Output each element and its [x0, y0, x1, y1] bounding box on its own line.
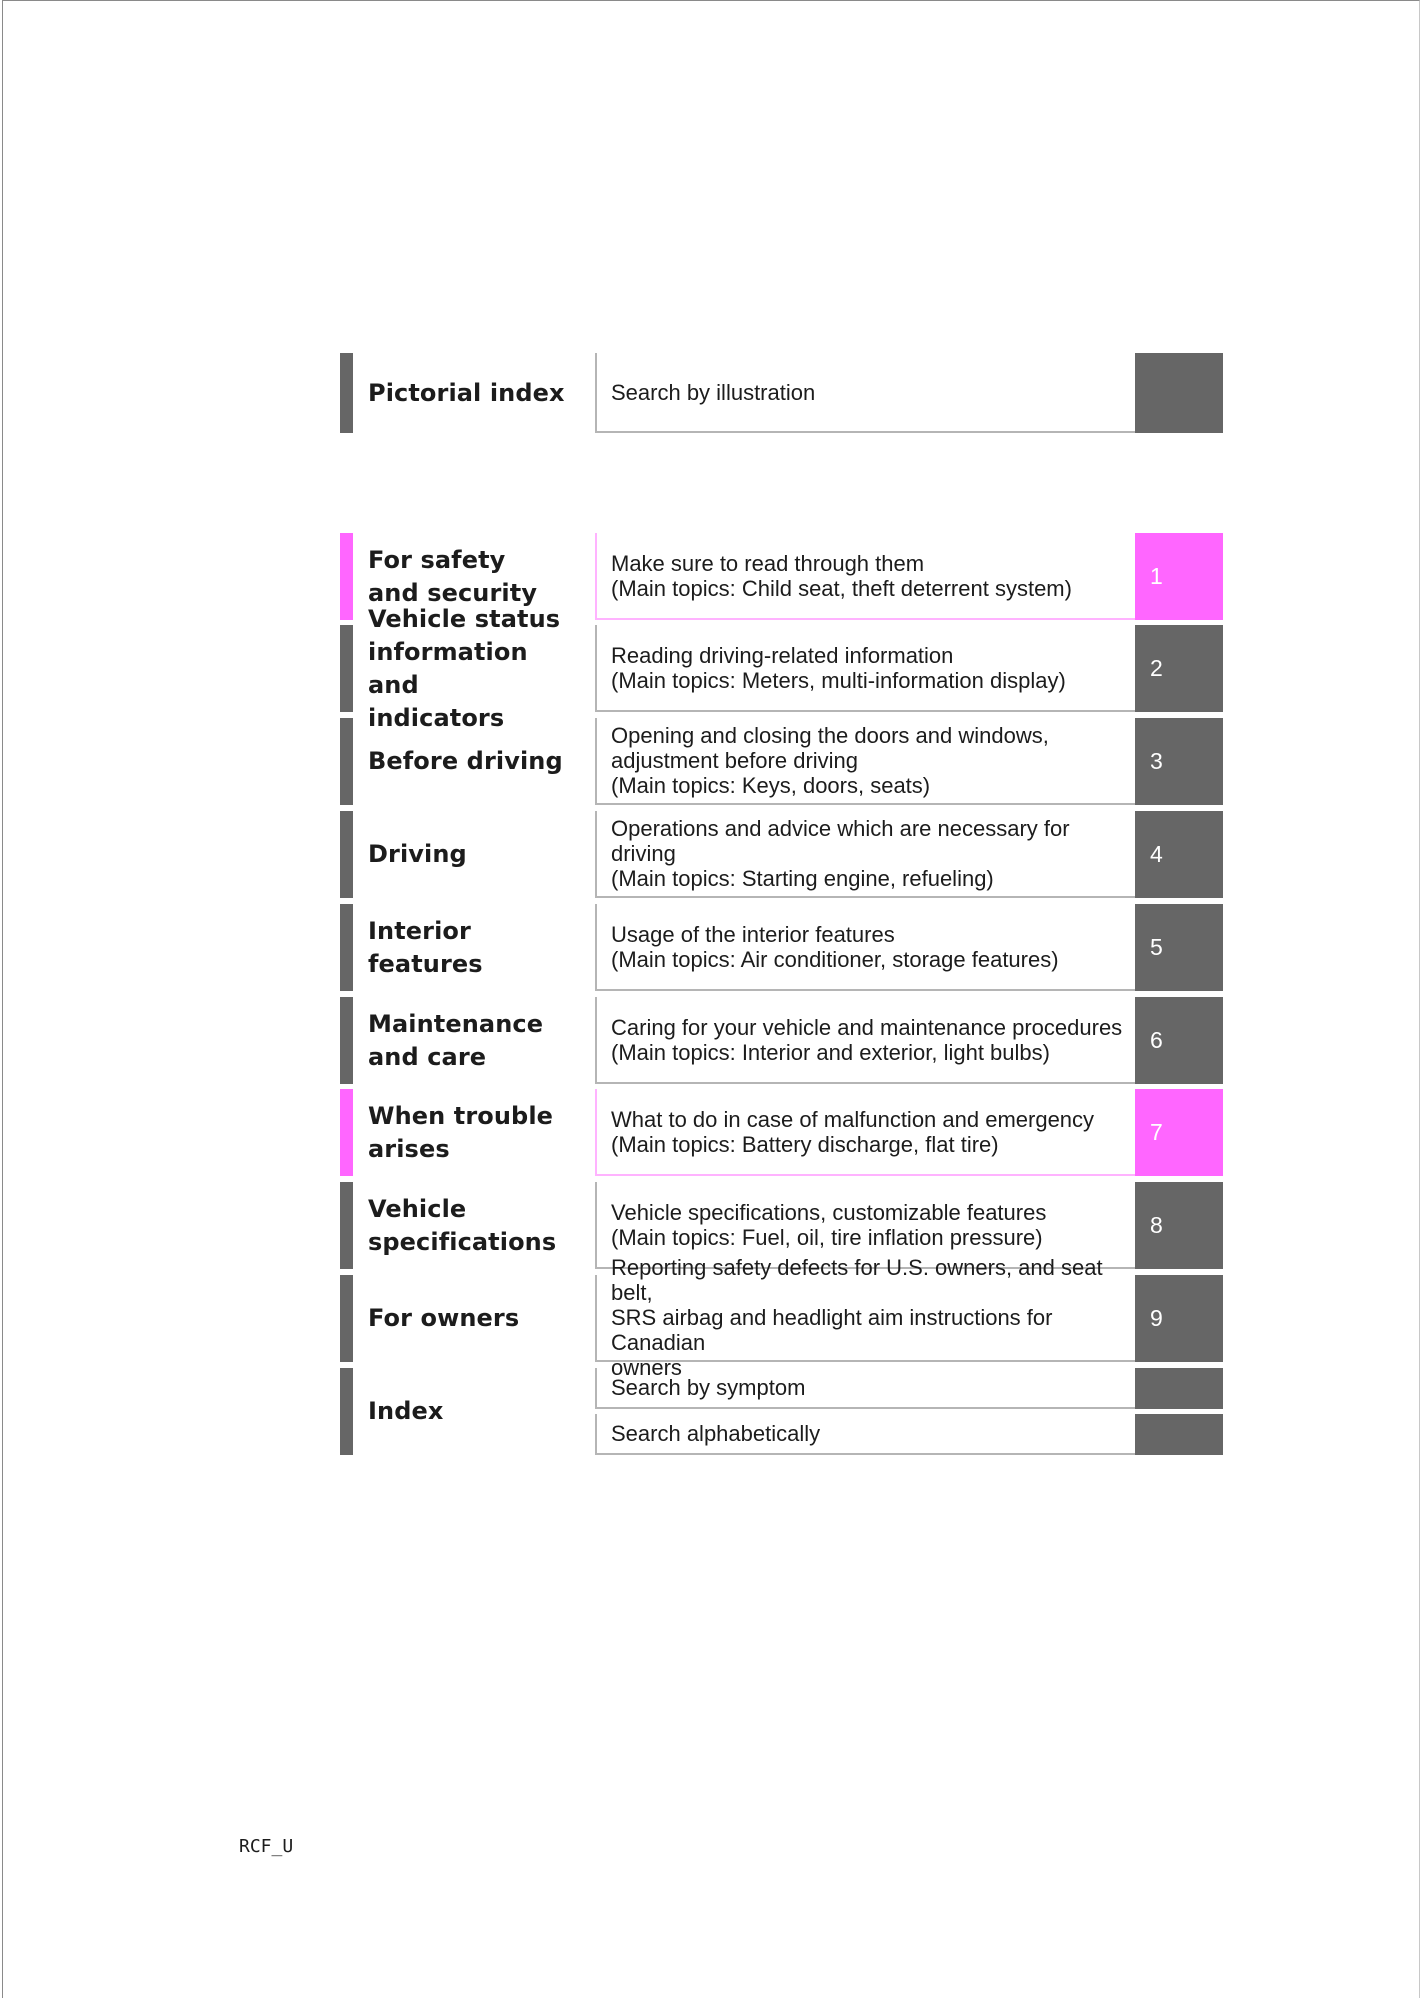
section-side-bar: [340, 997, 353, 1084]
section-description-line: Opening and closing the doors and windows,: [611, 723, 1049, 748]
section-number-tab[interactable]: [1135, 1275, 1223, 1362]
section-title-line: When trouble: [368, 1101, 554, 1130]
section-description-line: Usage of the interior features: [611, 921, 895, 947]
section-description-line: (Main topics: Keys, doors, seats): [611, 773, 931, 798]
section-description-text: Search by symptom: [611, 1375, 806, 1400]
section-title: [368, 1275, 583, 1362]
section-side-bar: [340, 353, 353, 433]
section-description: [595, 811, 1136, 898]
section-number-tab[interactable]: [1135, 811, 1223, 898]
section-side-bar: [340, 1275, 353, 1362]
section-title-line: Maintenance: [368, 1009, 544, 1038]
section-title-text: Before driving: [368, 747, 563, 775]
section-number: 9: [1150, 1305, 1163, 1331]
section-title-line: arises: [368, 1134, 450, 1163]
section-side-bar: [340, 718, 353, 805]
section-description-line: Reading driving-related information: [611, 642, 954, 668]
section-description-line: Make sure to read through them: [611, 550, 925, 576]
section-title: [368, 353, 583, 433]
section-title-line: Vehicle: [368, 1194, 467, 1223]
section-title: [368, 811, 583, 898]
section-number: 4: [1150, 841, 1163, 867]
section-side-bar: [340, 1089, 353, 1176]
section-title-text: Index: [368, 1397, 444, 1425]
section-number: 6: [1150, 1027, 1163, 1053]
section-title: [368, 997, 583, 1084]
section-title: [368, 1368, 583, 1455]
section-title-text: Interior features: [368, 916, 483, 978]
section-number-tab[interactable]: [1135, 533, 1223, 620]
section-tab[interactable]: [1135, 353, 1223, 433]
section-title-line: Vehicle status: [368, 604, 561, 633]
section-number-tab[interactable]: [1135, 997, 1223, 1084]
section-description: [595, 718, 1136, 805]
section-description-line: (Main topics: Meters, multi-information display): [611, 667, 1066, 693]
section-title-text: Pictorial index: [368, 378, 565, 407]
section-description-line: What to do in case of malfunction and emergency: [611, 1106, 1095, 1132]
section-title-line: information and: [368, 637, 528, 699]
section-title: [368, 1089, 583, 1176]
section-number-tab[interactable]: [1135, 1182, 1223, 1269]
document-code: RCF_U: [239, 1836, 294, 1857]
index-search-by-symptom[interactable]: [595, 1368, 1136, 1409]
section-description-line: (Main topics: Starting engine, refueling): [611, 866, 994, 891]
section-side-bar: [340, 904, 353, 991]
section-description: [595, 997, 1136, 1084]
toc-row-7[interactable]: [340, 1089, 1223, 1176]
section-number-tab[interactable]: [1135, 625, 1223, 712]
toc-row-2[interactable]: [340, 604, 1223, 732]
section-description-line: (Main topics: Child seat, theft deterrent system): [611, 575, 1072, 601]
section-title: [368, 604, 583, 732]
section-number-tab[interactable]: [1135, 718, 1223, 805]
section-description: [595, 353, 1136, 433]
section-description-line: adjustment before driving: [611, 748, 859, 773]
toc-row-index[interactable]: [340, 1368, 1223, 1455]
section-description-text: Search by illustration: [611, 379, 816, 405]
section-description: [595, 1089, 1136, 1176]
index-search-alphabetically[interactable]: [595, 1414, 1136, 1455]
section-side-bar: [340, 811, 353, 898]
section-title: [368, 718, 583, 805]
toc-row-3[interactable]: [340, 718, 1223, 805]
toc-row-9[interactable]: [340, 1255, 1223, 1380]
toc-row-6[interactable]: [340, 997, 1223, 1084]
toc-row-4[interactable]: [340, 811, 1223, 898]
section-title-line: For safety: [368, 545, 506, 574]
index-symptom-tab[interactable]: [1135, 1368, 1223, 1409]
section-description-line: (Main topics: Air conditioner, storage features): [611, 946, 1059, 972]
section-side-bar: [340, 1368, 353, 1455]
section-side-bar: [340, 533, 353, 620]
section-description-line: Caring for your vehicle and maintenance procedures: [611, 1014, 1123, 1040]
section-description: [595, 533, 1136, 620]
section-description-line: Operations and advice which are necessary for driving: [611, 816, 1070, 866]
section-number-tab[interactable]: [1135, 1089, 1223, 1176]
section-number: 3: [1150, 748, 1163, 774]
section-title-line: and security: [368, 578, 538, 607]
section-number: 8: [1150, 1212, 1163, 1238]
section-title-text: Driving: [368, 840, 467, 868]
section-description-line: Vehicle specifications, customizable features: [611, 1199, 1047, 1225]
section-number: 2: [1150, 655, 1163, 681]
section-number: 1: [1150, 563, 1163, 589]
section-title-line: specifications: [368, 1227, 557, 1256]
section-description-line: Reporting safety defects for U.S. owners, and seat belt,: [611, 1255, 1103, 1305]
section-description-line: (Main topics: Battery discharge, flat tire): [611, 1131, 999, 1157]
index-alphabetical-tab[interactable]: [1135, 1414, 1223, 1455]
section-number: 7: [1150, 1119, 1163, 1145]
toc-row-pictorial-index[interactable]: [340, 353, 1223, 433]
section-title-text: For owners: [368, 1304, 520, 1332]
section-side-bar: [340, 625, 353, 712]
section-description: [595, 1255, 1136, 1380]
section-number-tab[interactable]: [1135, 904, 1223, 991]
section-title-line: indicators: [368, 703, 505, 732]
section-number: 5: [1150, 934, 1163, 960]
section-description-text: Search alphabetically: [611, 1421, 821, 1446]
toc-row-5[interactable]: [340, 904, 1223, 991]
section-side-bar: [340, 1182, 353, 1269]
section-description-line: SRS airbag and headlight aim instructions for Canadian: [611, 1305, 1053, 1355]
section-description: [595, 904, 1136, 991]
section-title-line: and care: [368, 1042, 487, 1071]
section-description-line: (Main topics: Interior and exterior, light bulbs): [611, 1039, 1050, 1065]
section-description-line: owners: [611, 1355, 682, 1380]
section-title: [368, 904, 583, 991]
section-description: [595, 625, 1136, 712]
section-description-line: (Main topics: Fuel, oil, tire inflation pressure): [611, 1224, 1043, 1250]
section-title: [368, 1182, 583, 1269]
